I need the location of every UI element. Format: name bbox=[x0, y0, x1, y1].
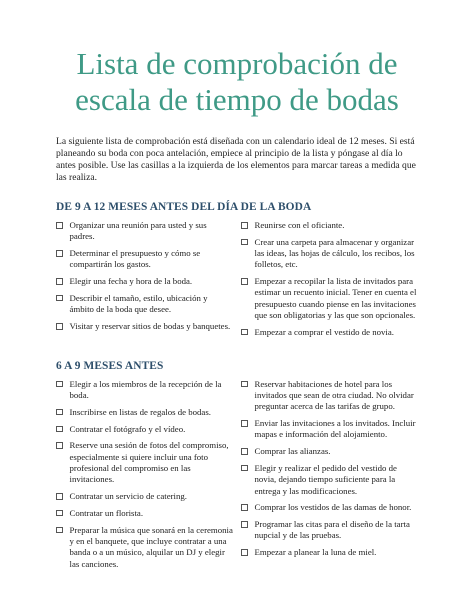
checkbox[interactable] bbox=[56, 250, 63, 257]
checklist-item bbox=[56, 321, 233, 332]
checkbox[interactable] bbox=[241, 278, 248, 285]
checklist-item-label: Empezar a planear la luna de miel. bbox=[254, 547, 377, 558]
checklist-item-label: Comprar los vestidos de las damas de honor. bbox=[254, 502, 412, 513]
checklist-item-label: Contratar el fotógrafo y el vídeo. bbox=[69, 423, 186, 434]
checklist-item-label: Determinar el presupuesto y cómo se compartirán los gastos. bbox=[69, 248, 201, 270]
intro-paragraph: La siguiente lista de comprobación está diseñada con un calendario ideal de 12 meses. Si está planeando su boda con poca antelación, empiece al principio de la lista y póngase al día lo antes posible. Use las casillas a la izquierda de los elementos para marcar tareas a medida que las realiza. bbox=[56, 136, 416, 183]
checkbox[interactable] bbox=[56, 409, 63, 416]
checkbox[interactable] bbox=[241, 329, 248, 336]
checklist-item-label: Comprar las alianzas. bbox=[254, 446, 331, 457]
checkbox[interactable] bbox=[56, 278, 63, 285]
checkbox[interactable] bbox=[56, 527, 63, 534]
checklist-item-label: Crear una carpeta para almacenar y organizar las ideas, las hojas de cálculo, los recibos, los folletos, etc. bbox=[254, 236, 415, 270]
checkbox[interactable] bbox=[241, 239, 248, 246]
checkbox[interactable] bbox=[56, 295, 63, 302]
right-column bbox=[241, 379, 418, 576]
checklist-item-label: Inscribirse en listas de regalos de bodas. bbox=[69, 406, 211, 417]
checklist-item-label: Contratar un florista. bbox=[69, 507, 144, 518]
checklist-item bbox=[56, 276, 233, 287]
checkbox[interactable] bbox=[241, 420, 248, 427]
checkbox[interactable] bbox=[56, 222, 63, 229]
checklist-item bbox=[56, 407, 233, 418]
left-column bbox=[56, 220, 233, 344]
checklist-item bbox=[241, 418, 418, 441]
checklist-item bbox=[241, 547, 418, 558]
checklist-item bbox=[241, 276, 418, 321]
checklist-item bbox=[241, 327, 418, 338]
checkbox[interactable] bbox=[241, 222, 248, 229]
checklist-item bbox=[56, 248, 233, 271]
checkbox[interactable] bbox=[56, 323, 63, 330]
checkbox[interactable] bbox=[241, 521, 248, 528]
checklist-item bbox=[56, 379, 233, 402]
title-line-1: Lista de comprobación de bbox=[76, 46, 398, 81]
page-title bbox=[56, 0, 418, 118]
checklist-item-label: Describir el tamaño, estilo, ubicación y ámbito de la boda que desee. bbox=[69, 292, 208, 315]
checkbox[interactable] bbox=[56, 442, 63, 449]
left-column bbox=[56, 379, 233, 576]
checkbox[interactable] bbox=[56, 493, 63, 500]
checklist-item-label: Elegir a los miembros de la recepción de la boda. bbox=[69, 378, 222, 400]
checklist-item bbox=[56, 220, 233, 243]
checklist-item-label: Reunirse con el oficiante. bbox=[254, 220, 345, 230]
checklist-item-label: Visitar y reservar sitios de bodas y banquetes. bbox=[69, 321, 231, 332]
checkbox[interactable] bbox=[241, 381, 248, 388]
checklist-item-label: Reservar habitaciones de hotel para los invitados que sean de otra ciudad. No olvidar preguntar acerca de las tarifas de grupo. bbox=[254, 378, 414, 412]
checklist-item-label: Programar las citas para el diseño de la tarta nupcial y de las pruebas. bbox=[254, 519, 410, 541]
checkbox[interactable] bbox=[241, 549, 248, 556]
checkbox[interactable] bbox=[241, 465, 248, 472]
checklist-item-label: Enviar las invitaciones a los invitados. Incluir mapas e información del alojamiento. bbox=[254, 418, 416, 440]
checkbox[interactable] bbox=[56, 426, 63, 433]
checklist-item bbox=[241, 220, 418, 231]
checklist-item bbox=[241, 379, 418, 413]
checkbox[interactable] bbox=[56, 510, 63, 517]
checklist-item bbox=[56, 491, 233, 502]
checklist-item-label: Empezar a comprar el vestido de novia. bbox=[254, 326, 394, 337]
right-column bbox=[241, 220, 418, 344]
checkbox[interactable] bbox=[241, 448, 248, 455]
section-columns-6-9-months bbox=[56, 379, 418, 576]
checklist-item bbox=[56, 525, 233, 570]
checklist-item-label: Elegir una fecha y hora de la boda. bbox=[69, 276, 193, 287]
checklist-item bbox=[56, 508, 233, 519]
checklist-item bbox=[56, 424, 233, 435]
section-heading-6-9-months: 6 A 9 MESES ANTES bbox=[56, 359, 164, 372]
checklist-item-label: Empezar a recopilar la lista de invitados para estimar un recuento inicial. Tener en cuenta el presupuesto cuando piense en las invitaciones que son obligatorias y las que son opcionales. bbox=[254, 276, 417, 321]
checklist-item bbox=[56, 440, 233, 485]
checklist-item bbox=[241, 237, 418, 271]
title-line-2: escala de tiempo de bodas bbox=[75, 82, 399, 117]
section-columns-9-12-months bbox=[56, 220, 418, 344]
checklist-item-label: Preparar la música que sonará en la ceremonia y en el banquete, que incluye contratar a una banda o a un músico, alquilar un DJ y elegir las canciones. bbox=[69, 524, 233, 569]
checkbox[interactable] bbox=[241, 504, 248, 511]
checklist-item-label: Contratar un servicio de catering. bbox=[69, 491, 187, 502]
checklist-item bbox=[241, 446, 418, 457]
checklist-item bbox=[56, 293, 233, 316]
checklist-item bbox=[241, 502, 418, 513]
section-heading-9-12-months: DE 9 A 12 MESES ANTES DEL DÍA DE LA BODA bbox=[56, 201, 312, 213]
checklist-item bbox=[241, 463, 418, 497]
checklist-item bbox=[241, 519, 418, 542]
checklist-item-label: Elegir y realizar el pedido del vestido de novia, dejando tiempo suficiente para la entrega y las modificaciones. bbox=[254, 462, 397, 496]
checkbox[interactable] bbox=[56, 381, 63, 388]
checklist-item-label: Reserve una sesión de fotos del compromiso, especialmente si quiere incluir una foto profesional del compromiso en las invitaciones. bbox=[69, 440, 229, 485]
checklist-item-label: Organizar una reunión para usted y sus padres. bbox=[69, 220, 207, 242]
